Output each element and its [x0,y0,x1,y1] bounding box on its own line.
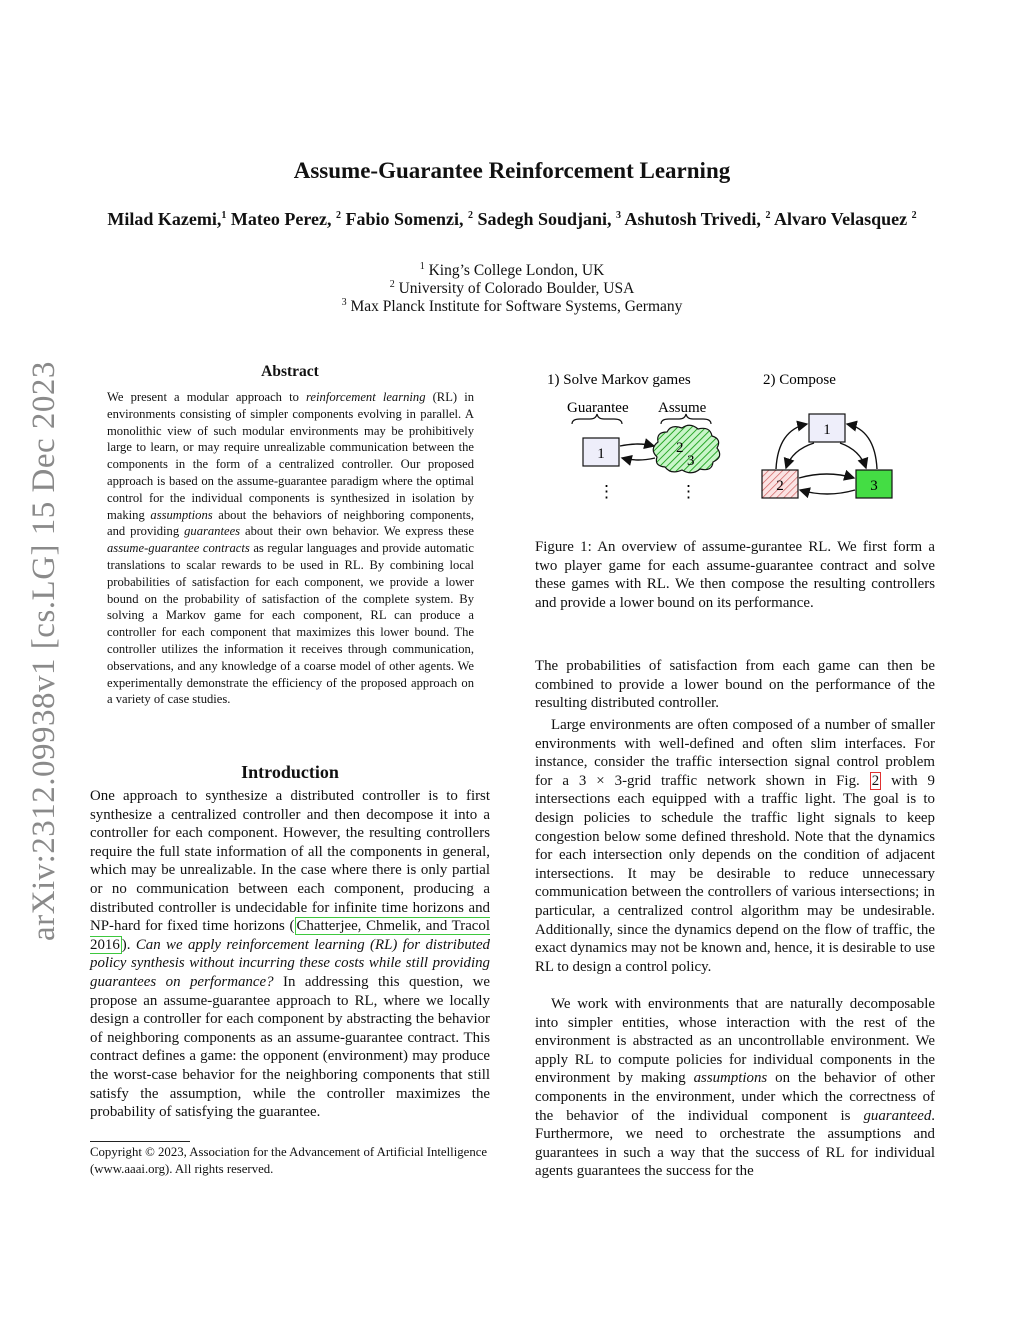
right-paragraph-3: We work with environments that are naturally decomposable into simpler entities, whose interaction with the rest of the environment is abstracted as an uncontrollable environment. We apply RL to compute policies for individual components in the environment by making assumptions on the behavior of other components in the environment, under which the correctness of the behavior of the individual component is guaranteed. Furthermore, we need to orchestrate the assumptions and guarantees in such a way that the success of RL for individual agents guarantees the success for the [535,996,935,1180]
introduction-body: One approach to synthesize a distributed controller is to first synthesize a centralized controller and then decompose it into a controller for each component. However, the resulting controllers require the full state information of all the components in general, which may be unrealizable. In the case where there is only partial or no communication between each component, producing a distributed controller is undecidable for infinite time horizons and NP-hard for fixed time horizons ( Chatterjee, Chmelik, and Tracol 2016 ). Can we apply reinforcement learning (RL) for distributed policy synthesis without incurring these costs while still providing guarantees on performance? In addressing this question, we propose an assume-guarantee approach to RL, where we locally design a controller for each component by abstracting the behavior of neighboring components as an assume-guarantee contract. This contract defines a game: the opponent (environment) may produce the worst-case behavior for the neighboring components that still satisfy the assumption, while the controller maximizes the probability of satisfying the guarantee. [90,788,491,1121]
author-affiliation-mark: 2 [335,210,341,221]
author-name: Sadegh Soudjani, [472,209,617,229]
affiliation-name: King’s College London, UK [424,262,605,279]
affiliation [0,262,1024,280]
affiliation-mark: 1 [419,260,425,272]
abstract-body: We present a modular approach to reinforcement learning (RL) in environments consisting of simpler components evolving in parallel. A monolithic view of such modular environments may be prohibitively large to learn, or may require unrealizable communication between the components in the form of a centralized controller. Our proposed approach is based on the assume-guarantee paradigm where the optimal control for the individual components is synthesized in isolation by making assumptions about the behaviors of neighboring components, and providing guarantees about their own behavior. We express these assume-guarantee contracts as regular languages and provide automatic translations to scalar rewards to be used in RL. By combining local probabilities of satisfaction for each component, we provide a lower bound on the probability of satisfaction of the complete system. By solving a Markov game for each component, RL can produce a controller for each component that maximizes this lower bound. The controller utilizes the information it receives through communication, observations, and any knowledge of a coarse model of other agents. We experimentally demonstrate the efficiency of the proposed approach on a variety of case studies. [107,390,474,707]
footnote-rule [90,1141,190,1142]
author-name: Mateo Perez, [226,209,336,229]
author-name: Alvaro Velasquez [770,209,912,229]
author-name: Milad Kazemi, [107,209,222,229]
affiliation-mark: 3 [341,296,347,308]
right-paragraph-2: Large environments are often composed of a number of smaller environments with well-defined and often slim interfaces. For instance, consider the traffic intersection signal control problem for a 3 × 3-grid traffic network shown in Fig. 2 with 9 intersections each equipped with a traffic light. The goal is to design policies to schedule the traffic light signals to keep congestion below some defined threshold. Note that the dynamics for each intersection only depends on the condition of adjacent intersections. It may be desirable to reduce unnecessary communication between the controllers of various intersections; in particular, a centralized control algorithm may be undesirable. Additionally, since the dynamics depend on the flow of traffic, the exact dynamics may not be known and, hence, it is desirable to use RL to design a control policy. [535,717,935,975]
author-name: Ashutosh Trivedi, [621,209,766,229]
figure-overview [530,362,940,532]
author-affiliation-mark: 2 [765,210,771,221]
author-name: Fabio Somenzi, [340,209,468,229]
vdots-left: ⋮ [598,482,615,501]
step2-label: 2) Compose [763,372,836,388]
abstract-heading: Abstract [261,363,319,380]
affiliation [0,280,1024,298]
composed-node-1-label: 1 [823,422,831,438]
composed-node-2-label: 2 [776,478,784,494]
arxiv-identifier: arXiv:2312.09938v1 [cs.LG] 15 Dec 2023 [26,361,62,941]
arrow-node-to-cloud [620,444,654,446]
cloud-node-3-label: 3 [687,453,695,469]
composed-node-3-label: 3 [870,478,878,494]
game-node-1-label: 1 [597,446,605,462]
arrow-3-to-2 [800,490,855,494]
arrow-2-to-1 [776,424,807,469]
affiliation-mark: 2 [389,278,395,290]
affiliation-name: University of Colorado Boulder, USA [394,280,635,297]
cloud-node-2-label: 2 [676,440,684,456]
author-affiliation-mark: 1 [221,210,227,221]
vdots-right: ⋮ [680,482,697,501]
arrow-1-to-3 [840,443,866,468]
paper-title: Assume-Guarantee Reinforcement Learning [293,158,731,183]
affiliation-name: Max Planck Institute for Software Systems, Germany [346,298,683,315]
author-affiliation-mark: 2 [467,210,473,221]
citation-link[interactable]: Chatterjee, Chmelik, and Tracol 2016 [90,918,491,953]
arrow-2-to-3 [799,474,854,478]
introduction-heading: Introduction [241,762,339,782]
right-paragraph-1: The probabilities of satisfaction from each game can then be combined to provide a lower bound on the performance of the resulting distributed controller. [535,658,935,712]
copyright-notice: Copyright © 2023, Association for the Advancement of Artificial Intelligence (www.aaai.org). All rights reserved. [90,1145,488,1176]
arrow-cloud-to-node [622,458,655,460]
author-affiliation-mark: 3 [616,210,622,221]
arrow-3-to-1 [847,424,877,469]
step1-label: 1) Solve Markov games [547,372,691,388]
guarantee-label: Guarantee [567,400,629,416]
assume-label: Assume [658,400,707,416]
affiliation [0,298,1024,316]
figure-caption: Figure 1: An overview of assume-gurantee RL. We first form a two player game for each assume-guarantee contract and solve these games with RL. We then compose the resulting controllers and provide a lower bound on its performance. [535,539,935,611]
author-list [100,208,924,230]
arrow-1-to-2 [786,443,814,468]
author-affiliation-mark: 2 [911,210,917,221]
figure-reference-link[interactable]: 2 [871,772,880,789]
